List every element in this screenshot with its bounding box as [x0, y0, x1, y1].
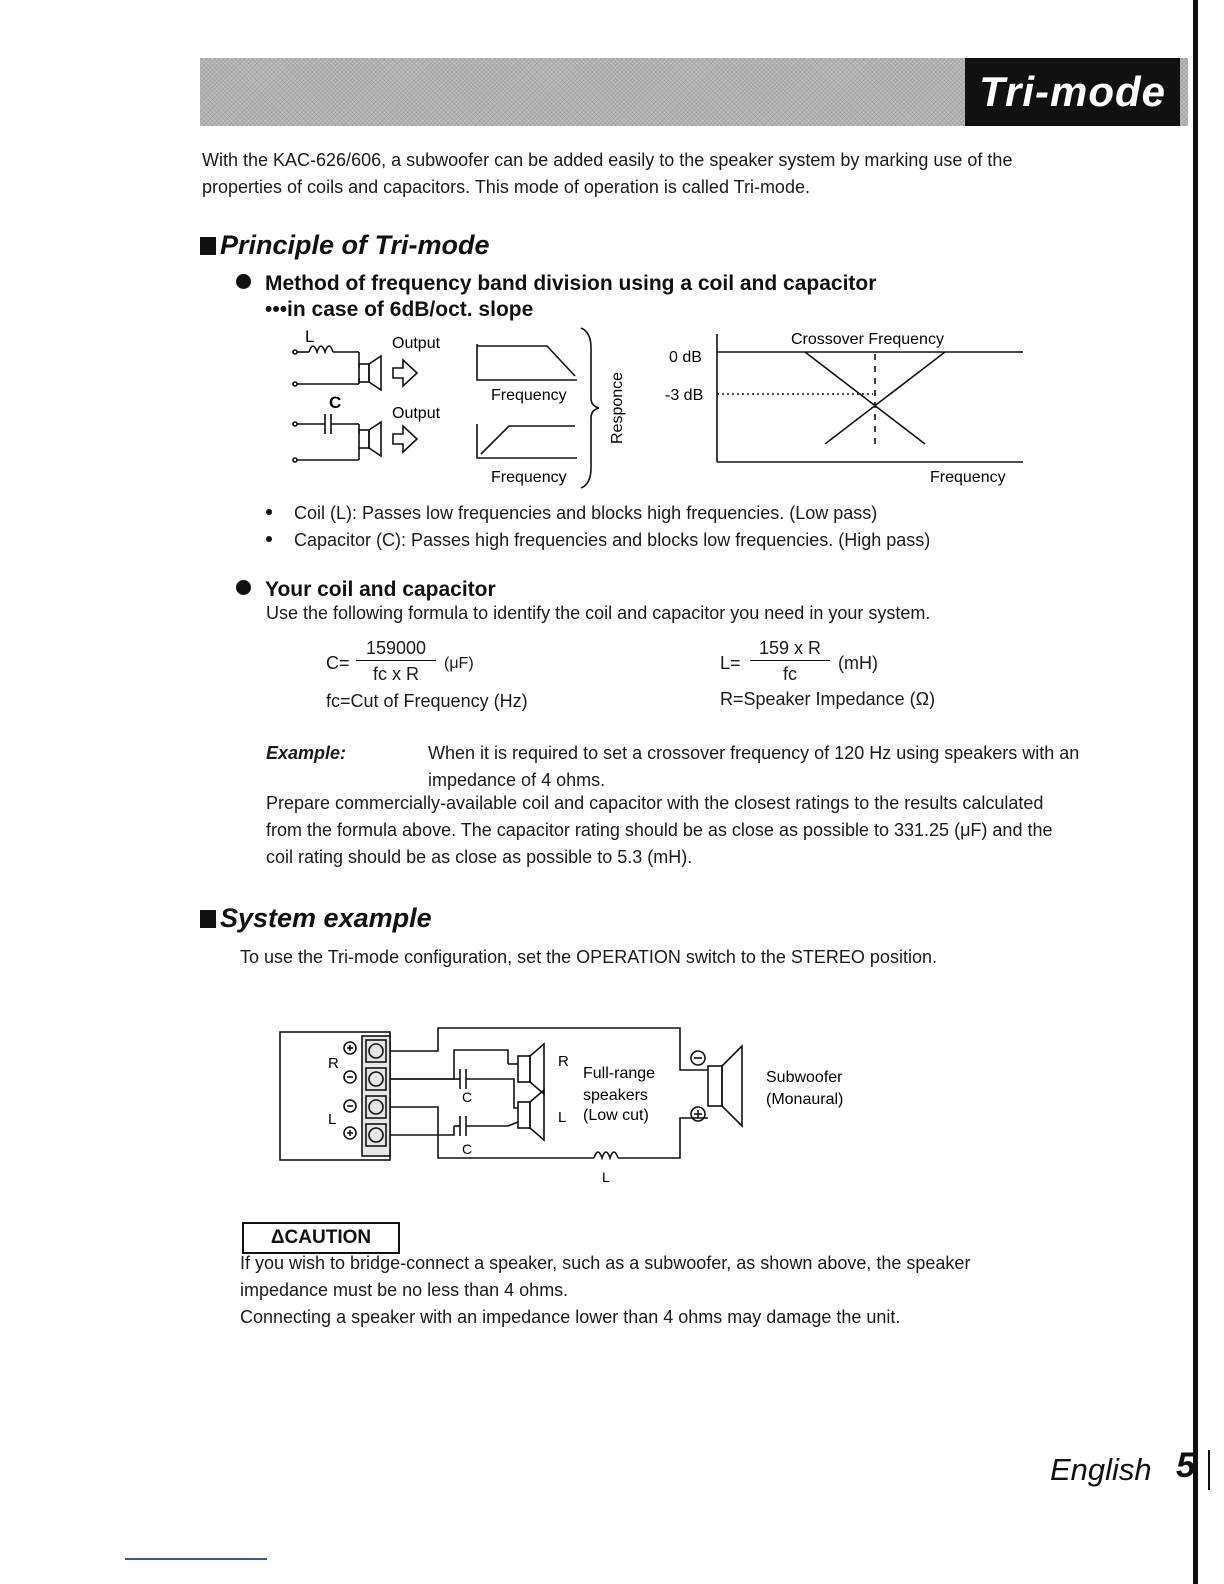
fc-definition: fc=Cut of Frequency (Hz): [326, 691, 528, 711]
square-bullet-icon: [200, 237, 216, 255]
speaker-r-label: R: [558, 1053, 569, 1070]
formula-l-prefix: L=: [720, 653, 741, 673]
prepare-line-3: coil rating should be as close as possible to 5.3 (mH).: [266, 847, 693, 867]
bullet-text: Coil (L): Passes low frequencies and blocks high frequencies. (Low pass): [294, 503, 878, 523]
formula-c-numerator: 159000: [356, 636, 436, 661]
full-range-label-3: (Low cut): [583, 1107, 649, 1124]
page-title: Tri-mode: [965, 58, 1180, 126]
method-subheading: •••in case of 6dB/oct. slope: [265, 298, 534, 321]
square-bullet-icon: [200, 910, 216, 928]
speaker-l-label: L: [558, 1109, 567, 1126]
minus-3db-label: -3 dB: [665, 387, 704, 404]
channel-r-label: R: [328, 1055, 339, 1072]
subwoofer-label-1: Subwoofer: [766, 1069, 843, 1086]
frequency-label-2: Frequency: [491, 469, 567, 486]
formula-l-unit: (mH): [838, 653, 878, 673]
coil-cap-heading: [236, 578, 496, 602]
footer-language: English: [1050, 1452, 1152, 1487]
frequency-label-1: Frequency: [491, 387, 567, 404]
output-label-2: Output: [392, 405, 441, 422]
example-text: [428, 740, 1198, 794]
system-intro: To use the Tri-mode configuration, set the OPERATION switch to the STEREO position.: [240, 947, 937, 967]
prepare-line-1: Prepare commercially-available coil and capacitor with the closest ratings to the results calculated: [266, 793, 1044, 813]
coil-label: L: [305, 327, 315, 346]
intro-paragraph: [202, 147, 1192, 201]
formula-c-prefix: C=: [326, 653, 350, 673]
prepare-line-2: from the formula above. The capacitor rating should be as close as possible to 331.25 (μF) and the: [266, 820, 1053, 840]
intro-line-1: With the KAC-626/606, a subwoofer can be added easily to the speaker system by marking use of the: [202, 150, 1013, 170]
page-number: 5: [1176, 1446, 1196, 1485]
formula-l-numerator: 159 x R: [750, 636, 830, 661]
round-bullet-icon: [236, 274, 251, 289]
bullet-text: Capacitor (C): Passes high frequencies and blocks low frequencies. (High pass): [294, 530, 931, 550]
formula-c-unit: (μF): [444, 655, 474, 672]
caution-line-1: If you wish to bridge-connect a speaker, such as a subwoofer, as shown above, the speaker: [240, 1253, 971, 1273]
crossover-label: Crossover Frequency: [791, 331, 944, 348]
speaker-icon: [518, 1102, 530, 1128]
speaker-icon: [518, 1056, 530, 1082]
list-item: [266, 500, 1166, 527]
speaker-icon: [708, 1066, 722, 1106]
coil-cap-intro: Use the following formula to identify the coil and capacitor you need in your system.: [266, 603, 931, 623]
system-heading-text: System example: [220, 903, 432, 933]
caution-label: ΔCAUTION: [270, 1227, 372, 1248]
speaker-icon: [359, 364, 369, 382]
principle-heading-text: Principle of Tri-mode: [220, 230, 490, 260]
example-line-2: impedance of 4 ohms.: [428, 770, 606, 790]
caution-line-2: impedance must be no less than 4 ohms.: [240, 1280, 569, 1300]
round-bullet-icon: [236, 580, 251, 595]
speaker-icon: [359, 430, 369, 448]
bullet-icon: [266, 536, 272, 542]
output-label-1: Output: [392, 335, 441, 352]
crossover-diagram: [285, 322, 1055, 490]
coil-icon: [309, 346, 333, 352]
system-heading: [200, 903, 432, 934]
coil-cap-heading-text: Your coil and capacitor: [265, 578, 496, 601]
method-heading: [236, 272, 876, 296]
right-edge-tick: [1208, 1450, 1210, 1490]
formula-c-denominator: fc x R: [372, 664, 419, 684]
principle-bullets: [266, 500, 1166, 554]
subwoofer-label-2: (Monaural): [766, 1091, 844, 1108]
r-definition: R=Speaker Impedance (Ω): [720, 689, 936, 709]
intro-line-2: properties of coils and capacitors. This mode of operation is called Tri-mode.: [202, 177, 810, 197]
capacitor-label-1: C: [462, 1089, 473, 1105]
channel-l-label: L: [328, 1111, 337, 1128]
coil-label: L: [602, 1169, 610, 1185]
list-item: [266, 527, 1166, 554]
bottom-rule: [125, 1558, 267, 1560]
coil-icon: [594, 1152, 618, 1158]
capacitor-label-2: C: [462, 1141, 473, 1157]
principle-heading: [200, 230, 490, 261]
response-label: Responce: [609, 371, 626, 444]
prepare-paragraph: [266, 790, 1186, 871]
full-range-label-2: speakers: [583, 1087, 648, 1104]
caution-text: [240, 1250, 1180, 1331]
bullet-icon: [266, 509, 272, 515]
formula-l-denominator: fc: [782, 664, 797, 684]
header-bar: [200, 58, 1188, 126]
full-range-label-1: Full-range: [583, 1065, 656, 1082]
arrow-right-icon: [393, 426, 417, 452]
capacitor-label: C: [329, 393, 342, 412]
example-label: Example:: [266, 743, 347, 763]
zero-db-label: 0 dB: [669, 349, 702, 366]
caution-line-3: Connecting a speaker with an impedance lower than 4 ohms may damage the unit.: [240, 1307, 901, 1327]
frequency-axis-label: Frequency: [930, 469, 1006, 486]
system-wiring-diagram: [278, 1022, 878, 1192]
method-heading-text: Method of frequency band division using a coil and capacitor: [265, 272, 877, 295]
example-line-1: When it is required to set a crossover frequency of 120 Hz using speakers with an: [428, 743, 1080, 763]
arrow-right-icon: [393, 360, 417, 386]
